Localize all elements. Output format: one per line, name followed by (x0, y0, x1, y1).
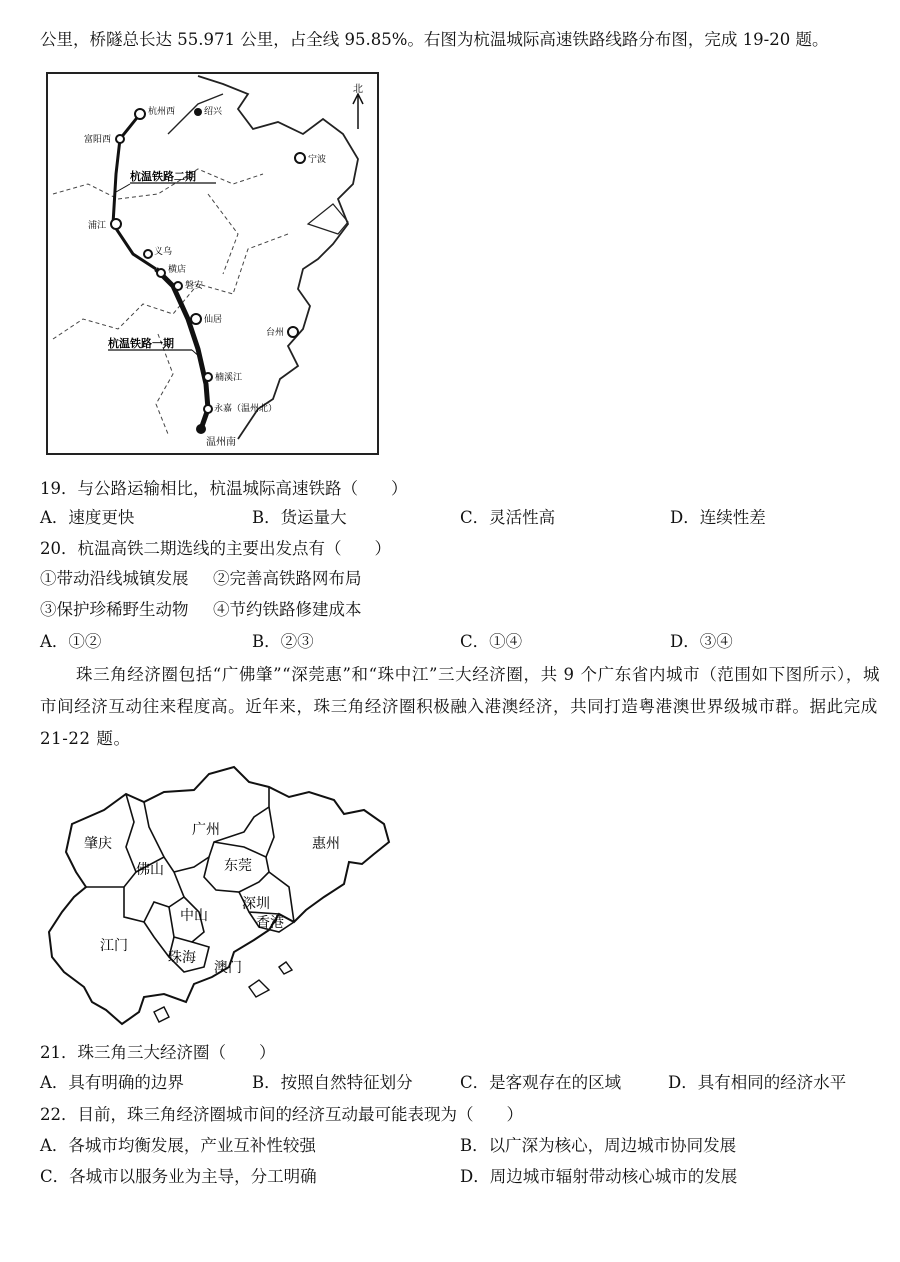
label-fuyang-xi: 富阳西 (84, 135, 112, 145)
label-aomen: 澳门 (214, 960, 242, 976)
station-dongyang (157, 269, 165, 277)
station-nanxijiang (204, 373, 212, 381)
label-wenzhou-nan: 温州南 (206, 437, 236, 448)
passage-text: 珠三角经济圈包括“广佛肇”“深莞惠”和“珠中江”三大经济圈，共 9 个广东省内城市（范围如下图所示），城市间经济互动往来程度高。近年来，珠三角经济圈积极融入港澳经济，共同打造粤港澳世界级城市群。据此完成 21-22 题。 (40, 665, 881, 748)
station-xianju (191, 314, 201, 324)
label-shaoxing: 绍兴 (204, 107, 223, 117)
q19-option-b[interactable]: B．货运量大 (252, 508, 347, 527)
label-guangzhou: 广州 (192, 822, 220, 838)
label-phase1: 杭温铁路一期 (108, 337, 174, 350)
boundary-4 (208, 194, 238, 274)
station-fuyang-xi (116, 135, 124, 143)
island-1 (249, 980, 269, 997)
label-dongguan: 东莞 (224, 858, 252, 874)
station-hangzhou-xi (135, 109, 145, 119)
q20-item-3: ③保护珍稀野生动物 (40, 600, 189, 619)
q21-option-b[interactable]: B．按照自然特征划分 (252, 1073, 413, 1092)
q19-option-d[interactable]: D．连续性差 (670, 508, 766, 527)
label-zhaoqing: 肇庆 (84, 836, 112, 852)
north-label: 北 (353, 84, 363, 95)
q20-stem: 20．杭温高铁二期选线的主要出发点有（ ） (40, 539, 391, 558)
station-shaoxing (194, 108, 202, 116)
pointer-phase2 (116, 184, 130, 192)
q20-option-b[interactable]: B．②③ (252, 632, 314, 651)
q20-item-2: ②完善高铁路网布局 (213, 569, 362, 588)
label-zhuhai: 珠海 (168, 950, 196, 966)
intro-text: 公里，桥隧总长达 55.971 公里，占全线 95.85%。右图为杭温城际高速铁路线路分布图，完成 19-20 题。 (40, 30, 829, 49)
label-hangzhou-xi: 杭州西 (148, 107, 176, 117)
q21-option-a[interactable]: A．具有明确的边界 (40, 1073, 184, 1092)
q22-stem: 22．目前，珠三角经济圈城市间的经济互动最可能表现为（ ） (40, 1105, 523, 1124)
label-phase2: 杭温铁路二期 (130, 170, 196, 183)
station-wenzhou-nan (196, 424, 206, 434)
label-pujiang: 浦江 (88, 221, 107, 231)
label-jiangmen: 江门 (100, 938, 128, 954)
railway-map-svg (48, 74, 377, 453)
q19-option-a[interactable]: A．速度更快 (40, 508, 135, 527)
label-xianju: 仙居 (204, 315, 223, 325)
label-panan: 磐安 (185, 281, 204, 291)
q20-option-c[interactable]: C．①④ (460, 632, 523, 651)
label-xianggang: 香港 (256, 915, 284, 931)
q22-option-d[interactable]: D．周边城市辐射带动核心城市的发展 (460, 1167, 738, 1186)
passage (40, 659, 888, 755)
q22-option-c[interactable]: C．各城市以服务业为主导，分工明确 (40, 1167, 317, 1186)
q21-option-d[interactable]: D．具有相同的经济水平 (668, 1073, 847, 1092)
label-yiwu: 义乌 (154, 247, 173, 257)
label-zhongshan: 中山 (180, 908, 208, 924)
q20-item-1: ①带动沿线城镇发展 (40, 569, 189, 588)
q20-option-a[interactable]: A．①② (40, 632, 102, 651)
label-taizhou: 台州 (266, 328, 285, 338)
station-yongjia (204, 405, 212, 413)
label-huizhou: 惠州 (312, 836, 340, 852)
label-ningbo: 宁波 (308, 155, 327, 165)
q20-option-d[interactable]: D．③④ (670, 632, 733, 651)
q21-option-c[interactable]: C．是客观存在的区域 (460, 1073, 622, 1092)
label-yongjia: 永嘉（温州北） (214, 404, 278, 414)
coastline (198, 76, 358, 439)
label-foshan: 佛山 (136, 862, 164, 878)
q22-option-b[interactable]: B．以广深为核心，周边城市协同发展 (460, 1136, 737, 1155)
railway-map (46, 72, 379, 455)
station-pujiang (111, 219, 121, 229)
station-taizhou (288, 327, 298, 337)
station-ningbo (295, 153, 305, 163)
q19-stem: 19．与公路运输相比，杭温城际高速铁路（ ） (40, 479, 408, 498)
q20-item-4: ④节约铁路修建成本 (213, 600, 362, 619)
island-3 (154, 1007, 169, 1022)
q19-option-c[interactable]: C．灵活性高 (460, 508, 556, 527)
prd-map (44, 762, 396, 1030)
q22-option-a[interactable]: A．各城市均衡发展，产业互补性较强 (40, 1136, 316, 1155)
station-yiwu (144, 250, 152, 258)
q21-stem: 21．珠三角三大经济圈（ ） (40, 1043, 276, 1062)
prd-outline (49, 767, 389, 1024)
label-nanxijiang: 楠溪江 (215, 373, 243, 383)
label-shenzhen: 深圳 (242, 896, 270, 912)
island-2 (279, 962, 292, 974)
station-panan (174, 282, 182, 290)
label-dongyang: 横店 (168, 265, 187, 275)
